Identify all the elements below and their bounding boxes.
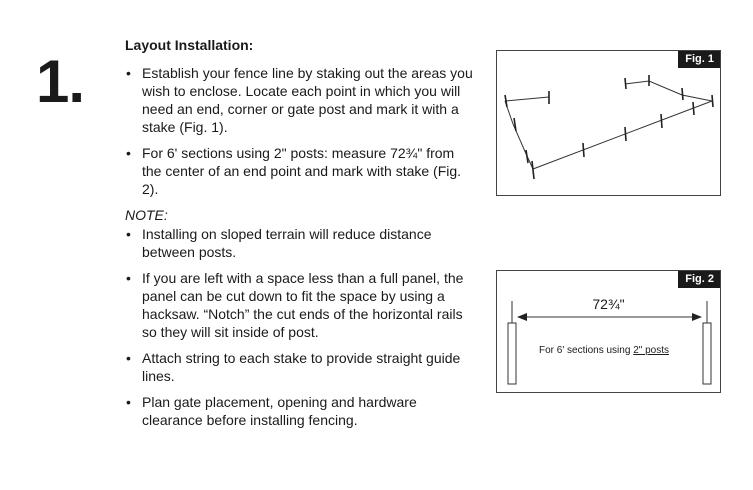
arrow-left (517, 313, 527, 321)
list-item: • Establish your fence line by staking out the areas you wish to enclose. Locate each point in which you will need an end, corner or gate post and mark it with a stake (Fig. 1). (125, 64, 475, 136)
post-right (703, 323, 711, 384)
stake (712, 95, 713, 107)
string-line (505, 97, 549, 101)
caption-text: For 6' sections using (539, 345, 634, 356)
stake (526, 150, 528, 163)
post-spacing-drawing (497, 271, 720, 392)
list-item: • Attach string to each stake to provide straight guide lines. (125, 349, 475, 385)
list-item: • Installing on sloped terrain will reduce distance between posts. (125, 225, 475, 261)
note-label: NOTE: (125, 207, 168, 223)
fence-layout-drawing (497, 51, 720, 195)
stake (505, 95, 507, 107)
stake (661, 114, 662, 128)
stake (514, 118, 516, 131)
figure-tag: Fig. 2 (678, 271, 720, 288)
post-left (508, 323, 516, 384)
instruction-list (125, 64, 475, 206)
figure-2 (496, 270, 721, 393)
caption-underlined-text: 2" posts (633, 345, 669, 356)
string-line (625, 81, 712, 101)
string-line (505, 101, 533, 169)
figure-1 (496, 50, 721, 196)
list-item: • Plan gate placement, opening and hardware clearance before installing fencing. (125, 393, 475, 429)
stake (682, 88, 683, 100)
stake (625, 78, 626, 89)
figure-tag: Fig. 1 (678, 51, 720, 68)
string-line (533, 101, 712, 169)
note-list (125, 225, 475, 437)
figure-caption (539, 345, 669, 356)
list-item: • If you are left with a space less than a full panel, the panel can be cut down to fit the space by using a hacksaw. “Notch” the cut ends of the horizontal rails so they will sit inside of post. (125, 269, 475, 341)
stake (583, 143, 584, 157)
stake (532, 161, 534, 179)
dimension-label: 72¾" (592, 296, 625, 312)
section-title: Layout Installation: (125, 37, 254, 53)
arrow-right (692, 313, 702, 321)
stake (625, 127, 626, 141)
step-number: 1. (36, 48, 85, 115)
stake (693, 102, 694, 115)
list-item: • For 6' sections using 2" posts: measure 72¾" from the center of an end point and mark with stake (Fig. 2). (125, 144, 475, 198)
